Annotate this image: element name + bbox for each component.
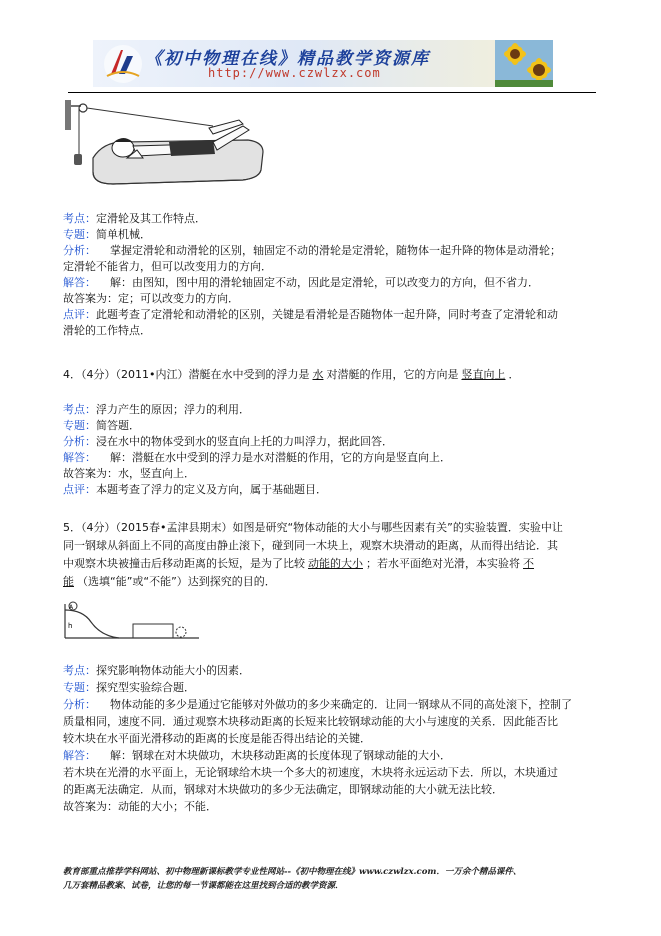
- q4-stem: 4．（4分）（2011•内江）潜艇在水中受到的浮力是 水 对潜艇的作用，它的方向是 竖直向上 ．: [63, 368, 520, 381]
- diagram-label-h: h: [68, 622, 73, 630]
- q5-zhuanti: 专题：探究型实验综合题．: [63, 681, 195, 694]
- pulley-figure: [63, 98, 278, 198]
- q4-kaodian: 考点：浮力产生的原因；浮力的利用．: [63, 403, 250, 416]
- q3-jieda: 解答： 解：由图知，图中用的滑轮轴固定不动，因此是定滑轮，可以改变力的方向，但不省力．: [63, 276, 539, 289]
- q4-zhuanti: 专题：简答题．: [63, 419, 140, 432]
- header-banner: [93, 40, 553, 87]
- footer-line-2: 几万套精品教案、试卷，让您的每一节课都能在这里找到合适的教学资源．: [63, 881, 344, 891]
- q3-dianping-cont: 滑轮的工作特点．: [63, 324, 151, 337]
- q3-fenxi: 分析： 掌握定滑轮和动滑轮的区别，轴固定不动的滑轮是定滑轮，随物体一起升降的物体是动滑轮；: [63, 244, 561, 257]
- q3-fenxi-cont: 定滑轮不能省力，但可以改变用力的方向．: [63, 260, 272, 273]
- q5-fenxi-cont-1: 质量相同，速度不同．通过观察木块移动距离的长短来比较钢球动能的大小与速度的关系．因此能否比: [63, 715, 558, 728]
- banner-url: http://www.czwlzx.com: [208, 66, 381, 80]
- q3-dianping: 点评：此题考查了定滑轮和动滑轮的区别，关键是看滑轮是否随物体一起升降，同时考查了定滑轮和动: [63, 308, 558, 321]
- q3-answer: 故答案为：定；可以改变力的方向．: [63, 292, 239, 305]
- q5-answer: 故答案为：动能的大小；不能．: [63, 800, 217, 813]
- q5-jieda-cont-1: 若木块在光滑的水平面上，无论钢球给木块一个多大的初速度，木块将永远运动下去．所以，木块通过: [63, 766, 558, 779]
- q3-kaodian: 考点：定滑轮及其工作特点．: [63, 212, 206, 225]
- footer-line-1: 教育部重点推荐学科网站、初中物理新课标教学专业性网站--《初中物理在线》www.czwlzx.com．一万余个精品课件、: [63, 867, 522, 877]
- banner-title: 《初中物理在线》精品教学资源库: [145, 49, 430, 69]
- q4-answer: 故答案为：水，竖直向上．: [63, 467, 195, 480]
- q5-stem-line1: 5．（4分）（2015春•孟津县期末）如图是研究“物体动能的大小与哪些因素有关”的实验装置．实验中让: [63, 521, 563, 534]
- q5-stem-line2: 同一钢球从斜面上不同的高度由静止滚下，碰到同一木块上，观察木块滑动的距离，从而得出结论．其: [63, 539, 558, 552]
- q5-jieda: 解答： 解：钢球在对木块做功，木块移动距离的长度体现了钢球动能的大小．: [63, 749, 451, 762]
- site-logo-icon: [93, 40, 153, 87]
- diagram-label-a: A: [69, 604, 74, 611]
- q3-zhuanti: 专题：简单机械．: [63, 228, 151, 241]
- q5-stem-line4: 能 （选填“能”或“不能”）达到探究的目的．: [63, 575, 276, 588]
- q4-jieda: 解答： 解：潜艇在水中受到的浮力是水对潜艇的作用，它的方向是竖直向上．: [63, 451, 451, 464]
- q5-fenxi-cont-2: 较木块在水平面光滑移动的距离的长度是能否得出结论的关键．: [63, 732, 371, 745]
- q5-fenxi: 分析： 物体动能的多少是通过它能够对外做功的多少来确定的．让同一钢球从不同的高处滚下，控制了: [63, 698, 572, 711]
- q4-dianping: 点评：本题考查了浮力的定义及方向，属于基础题目．: [63, 483, 327, 496]
- ramp-diagram: [63, 598, 203, 644]
- q5-kaodian: 考点：探究影响物体动能大小的因素．: [63, 664, 250, 677]
- q4-fenxi: 分析：浸在水中的物体受到水的竖直向上托的力叫浮力，据此回答．: [63, 435, 393, 448]
- header-divider: [68, 92, 596, 93]
- q5-jieda-cont-2: 的距离无法确定．从而，钢球对木块做功的多少无法确定，即钢球动能的大小就无法比较．: [63, 783, 503, 796]
- sunflower-icon: [495, 40, 553, 87]
- q5-stem-line3: 中观察木块被撞击后移动距离的长短，是为了比较 动能的大小 ；若水平面绝对光滑，本实验将 不: [63, 557, 534, 570]
